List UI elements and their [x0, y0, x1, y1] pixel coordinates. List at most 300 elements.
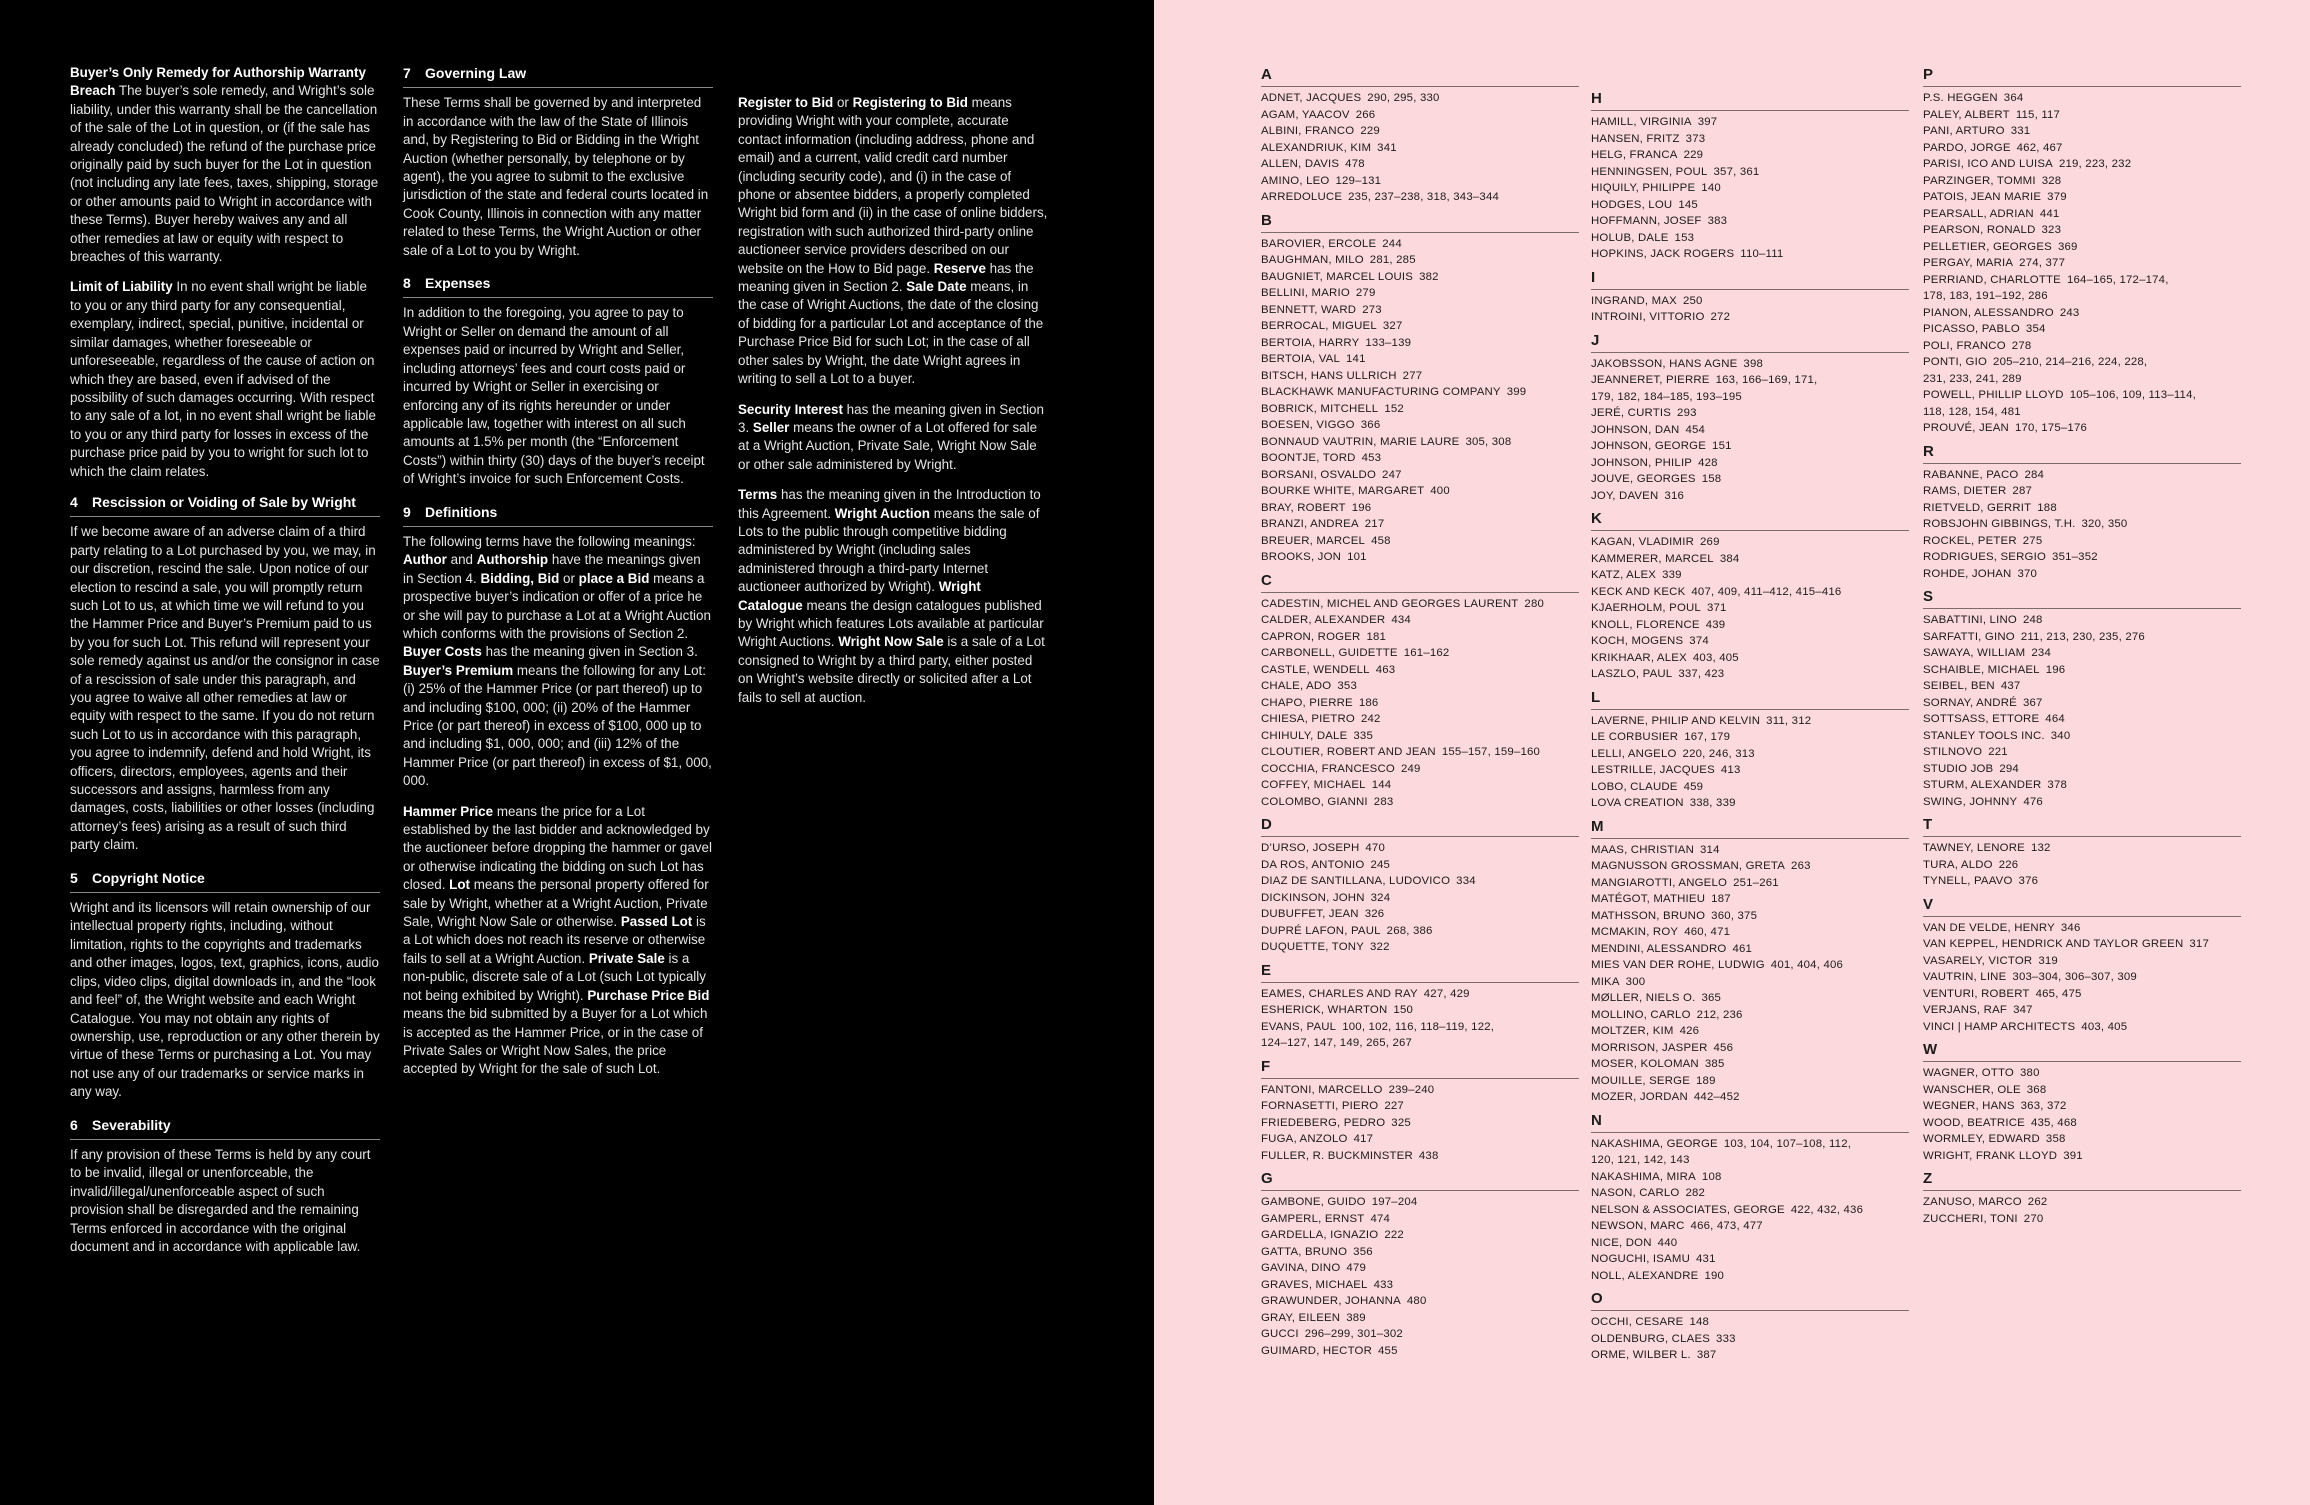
index-entry-name: BORSANI, OSVALDO — [1261, 468, 1377, 481]
term-passed-lot: Passed Lot — [620, 914, 693, 930]
index-entry-name: MATHSSON, BRUNO — [1591, 909, 1706, 922]
index-entry-name: 124–127, 147, 149, 265, 267 — [1261, 1037, 1413, 1049]
index-entry — [1923, 467, 2241, 484]
index-entry — [1923, 662, 2241, 679]
definition-text: is a sale of a Lot consigned to Wright by a third party, either posted on Wright’s website directly or solicited after a Lot fails to sell at auction. — [738, 634, 1045, 705]
index-entry — [1591, 633, 1909, 650]
index-entry-pages: 463 — [1375, 663, 1396, 676]
index-entry-pages: 247 — [1382, 468, 1402, 481]
index-entry — [1591, 389, 1909, 406]
section-title: Severability — [92, 1116, 171, 1133]
index-entry-pages: 141 — [1346, 353, 1366, 365]
index-entry-pages: 226 — [1998, 858, 2019, 871]
index-entry-pages: 368 — [2026, 1083, 2047, 1096]
index-letter-heading: G — [1261, 1168, 1579, 1191]
remedy-paragraph — [70, 64, 380, 266]
index-entry-pages: 326 — [1364, 908, 1385, 920]
index-entry-pages: 365 — [1701, 992, 1722, 1004]
index-group — [1261, 64, 1579, 206]
index-entry-name: FANTONI, MARCELLO — [1261, 1083, 1383, 1096]
term-terms: Terms — [738, 487, 778, 503]
index-entry-name: COLOMBO, GIANNI — [1261, 795, 1368, 808]
index-entry-pages: 346 — [2060, 921, 2081, 934]
index-entry — [1923, 173, 2241, 190]
index-entry-name: MAGNUSSON GROSSMAN, GRETA — [1591, 860, 1786, 872]
index-letter-heading: E — [1261, 960, 1579, 983]
index-entry-name: PONTI, GIO — [1923, 356, 1988, 368]
index-group — [1591, 88, 1909, 263]
index-entry-pages: 187 — [1711, 893, 1731, 905]
index-entry — [1923, 305, 2241, 322]
index-entry — [1923, 1211, 2241, 1228]
index-entry-name: ADNET, JACQUES — [1261, 92, 1362, 104]
designer-index-page — [1154, 0, 2310, 1505]
index-entry-pages: 442–452 — [1693, 1091, 1740, 1103]
index-entry — [1923, 1065, 2241, 1082]
term-registering-to-bid: Registering to Bid — [852, 95, 968, 110]
index-entry — [1923, 387, 2241, 404]
index-entry-pages: 270 — [2023, 1212, 2044, 1225]
index-entry-pages: 205–210, 214–216, 224, 228, — [1993, 356, 2148, 368]
definition-text: means the personal property offered for sale by Wright, whether at a Wright Auction, Private Sale, Wright Now Sale or otherwise. — [403, 877, 709, 930]
index-entry-pages: 357, 361 — [1713, 165, 1760, 178]
index-entry-pages: 327 — [1382, 320, 1403, 332]
index-entry — [1591, 1268, 1909, 1285]
index-entry-name: LOVA CREATION — [1591, 797, 1684, 809]
term-author: Author — [403, 552, 447, 568]
index-entry-name: WEGNER, HANS — [1923, 1100, 2015, 1112]
term-sale-date: Sale Date — [906, 279, 967, 295]
index-entry-name: BERROCAL, MIGUEL — [1261, 320, 1377, 332]
index-entry-pages: 369 — [2057, 240, 2078, 253]
index-entry-pages: 364 — [2003, 92, 2024, 104]
index-entry-pages: 476 — [2023, 795, 2043, 808]
index-entry-name: INTROINI, VITTORIO — [1591, 311, 1705, 323]
index-entry — [1591, 488, 1909, 505]
index-entry-name: CHAPO, PIERRE — [1261, 696, 1353, 709]
index-entry-pages: 413 — [1720, 764, 1741, 776]
index-entry-name: LELLI, ANGELO — [1591, 747, 1677, 760]
index-entry-name: STUDIO JOB — [1923, 762, 1994, 775]
index-entry-pages: 268, 386 — [1386, 924, 1433, 937]
index-entry-name: VERJANS, RAF — [1923, 1004, 2008, 1016]
index-group — [1923, 1039, 2241, 1164]
index-entry — [1591, 1152, 1909, 1169]
section-7-heading — [403, 64, 713, 88]
index-entry-pages: 279 — [1355, 287, 1376, 299]
index-entry — [1923, 483, 2241, 500]
index-entry-name: KAMMERER, MARCEL — [1591, 552, 1714, 565]
index-entry-name: STURM, ALEXANDER — [1923, 779, 2042, 791]
index-entry — [1923, 1019, 2241, 1036]
index-entry — [1261, 629, 1579, 646]
index-entry — [1923, 744, 2241, 761]
index-entry-name: FULLER, R. BUCKMINSTER — [1261, 1149, 1413, 1162]
index-entry-name: HAMILL, VIRGINIA — [1591, 116, 1692, 128]
index-entry-name: RIETVELD, GERRIT — [1923, 501, 2032, 514]
index-entry-name: LAVERNE, PHILIP AND KELVIN — [1591, 714, 1761, 727]
index-entry — [1261, 923, 1579, 940]
index-entry-name: ARREDOLUCE — [1261, 191, 1343, 203]
index-entry-pages: 428 — [1698, 456, 1718, 469]
index-entry-name: MOSER, KOLOMAN — [1591, 1058, 1699, 1070]
remedy-title: Buyer’s Only Remedy for Authorship Warranty Breach — [70, 65, 366, 99]
index-entry-pages: 400 — [1430, 485, 1450, 497]
index-entry-name: BONNAUD VAUTRIN, MARIE LAURE — [1261, 435, 1460, 448]
index-entry-name: BITSCH, HANS ULLRICH — [1261, 369, 1397, 382]
index-entry — [1923, 321, 2241, 338]
index-entry-name: RAMS, DIETER — [1923, 485, 2007, 497]
index-entry-name: PEARSON, RONALD — [1923, 224, 2036, 236]
term-buyer-costs: Buyer Costs — [403, 644, 482, 660]
index-entry-pages: 465, 475 — [2035, 987, 2082, 1000]
index-entry — [1261, 450, 1579, 467]
index-entry — [1923, 728, 2241, 745]
index-entry — [1923, 288, 2241, 305]
index-entry — [1591, 114, 1909, 131]
index-entry-name: EAMES, CHARLES AND RAY — [1261, 987, 1418, 1000]
index-entry-pages: 188 — [2037, 501, 2057, 514]
index-entry-name: P.S. HEGGEN — [1923, 92, 1998, 104]
index-entry-pages: 374 — [1689, 635, 1709, 647]
index-entry-name: MOLLINO, CARLO — [1591, 1008, 1691, 1021]
index-entry — [1923, 338, 2241, 355]
index-entry-name: BREUER, MARCEL — [1261, 534, 1366, 547]
index-entry — [1261, 1082, 1579, 1099]
index-letter-heading: A — [1261, 64, 1579, 87]
index-entry-name: PARZINGER, TOMMI — [1923, 174, 2036, 187]
index-entry — [1591, 147, 1909, 164]
index-entry — [1923, 1098, 2241, 1115]
index-column-1 — [1261, 64, 1579, 1363]
index-entry — [1261, 368, 1579, 385]
index-entry-name: INGRAND, MAX — [1591, 294, 1677, 307]
index-entry — [1261, 1211, 1579, 1228]
index-entry-name: MØLLER, NIELS O. — [1591, 992, 1696, 1004]
index-entry-pages: 300 — [1625, 975, 1646, 988]
index-entry-pages: 148 — [1689, 1316, 1710, 1328]
index-entry-pages: 186 — [1358, 696, 1379, 709]
index-entry-name: LOBO, CLAUDE — [1591, 780, 1678, 793]
index-entry — [1923, 1131, 2241, 1148]
index-entry — [1923, 123, 2241, 140]
index-entry-pages: 273 — [1362, 303, 1382, 316]
definitions-paragraph-2 — [403, 803, 713, 1079]
index-entry-pages: 227 — [1384, 1100, 1404, 1112]
index-entry-pages: 140 — [1701, 182, 1721, 194]
index-entry-pages: 435, 468 — [2030, 1116, 2077, 1129]
index-entry — [1591, 779, 1909, 796]
definition-text: is a non-public, discrete sale of a Lot (such Lot typically not being exhibited by Wright). — [403, 950, 706, 1003]
index-letter-heading: Z — [1923, 1168, 2241, 1191]
index-entry — [1591, 875, 1909, 892]
index-group — [1261, 814, 1579, 956]
section-4-heading — [70, 493, 380, 517]
section-title: Definitions — [425, 503, 498, 520]
index-entry-pages: 427, 429 — [1423, 987, 1470, 1000]
index-entry-pages: 458 — [1371, 534, 1391, 547]
index-entry — [1923, 873, 2241, 890]
index-entry-name: PIANON, ALESSANDRO — [1923, 306, 2054, 319]
index-entry-pages: 455 — [1378, 1344, 1398, 1357]
index-entry — [1261, 777, 1579, 794]
index-entry-name: BAROVIER, ERCOLE — [1261, 237, 1377, 250]
index-entry-name: 231, 233, 241, 289 — [1923, 372, 2022, 385]
index-entry-pages: 474 — [1370, 1212, 1391, 1225]
index-entry-pages: 244 — [1382, 237, 1402, 250]
index-entry-name: PERGAY, MARIA — [1923, 257, 2014, 269]
section-4-text: If we become aware of an adverse claim of a third party relating to a Lot purchased by you, we may, in our discretion, rescind the sale. Upon notice of our election to rescind a sale, you will promptly return such Lot to us, at which time we will refund to you the Hammer Price and Buyer’s Premium paid to us by you for such Lot. This refund will represent your sole remedy against us and/or the consignor in case of a rescission of sale under this paragraph, and you agree to waive all other remedies at law or equity with respect to the same. If you do not return such Lot to us in accordance with this paragraph, you agree to indemnify, defend and hold Wright, its officers, directors, employees, agents and their successors and assigns, harmless from any damages, costs, liabilities or other losses (including attorney’s fees) arising as a result of such third party claim. — [70, 524, 380, 853]
index-entry — [1923, 920, 2241, 937]
index-entry-pages: 277 — [1402, 369, 1423, 382]
index-entry-name: JOHNSON, GEORGE — [1591, 440, 1707, 452]
index-entry — [1261, 123, 1579, 140]
index-entry-pages: 293 — [1677, 407, 1697, 419]
index-entry-pages: 251–261 — [1733, 876, 1779, 889]
index-entry — [1591, 471, 1909, 488]
index-entry-name: BERTOIA, HARRY — [1261, 336, 1360, 349]
index-entry-name: BRAY, ROBERT — [1261, 501, 1346, 514]
index-entry — [1923, 255, 2241, 272]
index-group — [1591, 267, 1909, 326]
index-entry-pages: 275 — [2022, 534, 2043, 547]
index-entry-pages: 353 — [1337, 680, 1357, 692]
index-entry-pages: 437 — [2000, 680, 2021, 692]
index-entry — [1261, 549, 1579, 566]
index-entry-pages: 196 — [1351, 501, 1372, 514]
index-group — [1591, 816, 1909, 1106]
index-entry-name: HENNINGSEN, POUL — [1591, 165, 1708, 178]
index-entry-name: HELG, FRANCA — [1591, 149, 1678, 161]
index-entry — [1923, 222, 2241, 239]
index-entry-pages: 433 — [1373, 1278, 1394, 1291]
index-entry — [1591, 1089, 1909, 1106]
index-letter-heading: O — [1591, 1288, 1909, 1311]
index-entry-name: WRIGHT, FRANK LLOYD — [1923, 1149, 2058, 1162]
section-9-heading — [403, 503, 713, 527]
index-entry — [1923, 1002, 2241, 1019]
index-entry-name: MAAS, CHRISTIAN — [1591, 843, 1694, 856]
index-entry — [1261, 1260, 1579, 1277]
index-entry-pages: 167, 179 — [1684, 731, 1731, 743]
index-entry — [1261, 1035, 1579, 1052]
index-entry-pages: 380 — [2020, 1067, 2040, 1079]
index-entry — [1923, 1148, 2241, 1165]
index-entry — [1591, 1169, 1909, 1186]
index-entry-pages: 284 — [2024, 468, 2045, 481]
index-entry-pages: 197–204 — [1371, 1196, 1418, 1208]
index-letter-heading: D — [1261, 814, 1579, 837]
index-entry — [1591, 534, 1909, 551]
index-entry-name: JOY, DAVEN — [1591, 489, 1659, 502]
index-entry-name: HOFFMANN, JOSEF — [1591, 215, 1702, 227]
index-letter-heading: I — [1591, 267, 1909, 290]
index-entry — [1591, 1331, 1909, 1348]
index-group — [1591, 1288, 1909, 1364]
index-entry — [1923, 969, 2241, 986]
index-entry — [1261, 678, 1579, 695]
index-group — [1261, 1168, 1579, 1359]
index-entry — [1591, 584, 1909, 601]
index-entry — [1591, 1218, 1909, 1235]
index-entry — [1591, 842, 1909, 859]
index-letter-heading: W — [1923, 1039, 2241, 1062]
index-entry-name: HIQUILY, PHILIPPE — [1591, 182, 1696, 194]
index-entry-name: PATOIS, JEAN MARIE — [1923, 191, 2042, 203]
index-entry — [1591, 372, 1909, 389]
index-entry-pages: 266 — [1355, 108, 1376, 121]
index-entry-pages: 314 — [1700, 843, 1720, 856]
index-entry-name: NICE, DON — [1591, 1236, 1652, 1249]
term-reserve: Reserve — [933, 260, 986, 276]
index-entry-name: CHALE, ADO — [1261, 680, 1332, 692]
index-entry — [1591, 567, 1909, 584]
index-entry-pages: 263 — [1791, 860, 1811, 872]
index-entry-pages: 453 — [1361, 452, 1382, 464]
index-entry-pages: 426 — [1679, 1025, 1700, 1037]
index-entry-pages: 324 — [1370, 891, 1391, 904]
index-entry-name: TAWNEY, LENORE — [1923, 842, 2025, 854]
index-entry-name: FRIEDEBERG, PEDRO — [1261, 1116, 1386, 1129]
index-entry-pages: 100, 102, 116, 118–119, 122, — [1342, 1020, 1495, 1033]
index-entry — [1591, 762, 1909, 779]
index-entry — [1261, 761, 1579, 778]
index-entry-pages: 370 — [2017, 567, 2038, 580]
index-entry-name: MANGIAROTTI, ANGELO — [1591, 876, 1728, 889]
index-entry-pages: 150 — [1393, 1004, 1414, 1016]
index-entry-name: TYNELL, PAAVO — [1923, 875, 2013, 887]
definition-text: means providing Wright with your complete, accurate contact information (including address, phone and email) and a current, valid credit card number (including security code), and (i) in the case of phone or absentee bidders, a properly completed Wright bid form and (ii) in the case of online bidders, registration with such authorized third-party online auctioneer service providers described on our website on the How to Bid page. — [738, 95, 1048, 276]
index-entry-name: JAKOBSSON, HANS AGNE — [1591, 357, 1738, 370]
index-group — [1591, 1110, 1909, 1285]
index-entry-name: KRIKHAAR, ALEX — [1591, 651, 1687, 664]
index-entry-name: OLDENBURG, CLAES — [1591, 1332, 1711, 1345]
index-entry-name: BOBRICK, MITCHELL — [1261, 402, 1379, 415]
index-entry-name: GAMPERL, ERNST — [1261, 1212, 1365, 1225]
index-entry-pages: 460, 471 — [1684, 926, 1731, 938]
index-entry — [1261, 1098, 1579, 1115]
index-entry-pages: 269 — [1700, 536, 1720, 548]
index-entry — [1923, 645, 2241, 662]
index-entry-name: POWELL, PHILLIP LLOYD — [1923, 389, 2064, 401]
index-entry-name: D’URSO, JOSEPH — [1261, 842, 1360, 854]
index-entry-pages: 360, 375 — [1711, 909, 1758, 922]
index-entry-name: BOURKE WHITE, MARGARET — [1261, 485, 1425, 497]
index-entry-pages: 354 — [2025, 323, 2046, 335]
index-entry — [1261, 645, 1579, 662]
index-entry — [1923, 239, 2241, 256]
index-entry — [1591, 213, 1909, 230]
definition-text: has the meaning given in Section 3. — [738, 401, 1044, 435]
index-entry-pages: 152 — [1384, 402, 1404, 415]
index-entry — [1591, 1136, 1909, 1153]
index-entry — [1923, 777, 2241, 794]
index-entry-pages: 190 — [1704, 1269, 1725, 1282]
index-entry-name: COCCHIA, FRANCESCO — [1261, 762, 1395, 775]
index-entry — [1261, 728, 1579, 745]
index-entry-pages: 438 — [1418, 1149, 1439, 1162]
index-entry — [1261, 90, 1579, 107]
index-entry — [1923, 140, 2241, 157]
index-entry-pages: 196 — [2045, 663, 2066, 676]
index-entry-pages: 478 — [1345, 158, 1365, 170]
index-entry-name: WOOD, BEATRICE — [1923, 1116, 2025, 1129]
index-entry-name: WAGNER, OTTO — [1923, 1067, 2014, 1079]
index-entry-name: PEARSALL, ADRIAN — [1923, 207, 2034, 220]
index-entry-name: SOTTSASS, ETTORE — [1923, 713, 2040, 725]
index-entry-pages: 376 — [2018, 875, 2039, 887]
index-entry — [1261, 236, 1579, 253]
index-entry-name: NAKASHIMA, MIRA — [1591, 1170, 1696, 1183]
index-entry-pages: 382 — [1419, 270, 1439, 283]
index-entry-name: ALLEN, DAVIS — [1261, 158, 1340, 170]
index-entry — [1261, 794, 1579, 811]
definitions-paragraph-3 — [738, 94, 1048, 389]
index-entry-name: PARDO, JORGE — [1923, 141, 2011, 154]
index-group — [1923, 1168, 2241, 1227]
index-entry-pages: 305, 308 — [1465, 435, 1512, 448]
index-entry-name: PALEY, ALBERT — [1923, 108, 2010, 121]
section-8-heading — [403, 274, 713, 298]
index-group — [1923, 441, 2241, 583]
index-entry — [1591, 1235, 1909, 1252]
index-entry-pages: 417 — [1353, 1133, 1374, 1145]
index-entry-name: NEWSON, MARC — [1591, 1220, 1685, 1232]
index-entry-pages: 303–304, 306–307, 309 — [2012, 971, 2137, 983]
index-entry-name: MATÉGOT, MATHIEU — [1591, 893, 1706, 905]
index-entry-pages: 296–299, 301–302 — [1304, 1328, 1403, 1340]
index-entry-name: AGAM, YAACOV — [1261, 108, 1350, 121]
term-wright-auction: Wright Auction — [834, 505, 930, 521]
index-group — [1923, 586, 2241, 810]
index-entry-name: JOHNSON, PHILIP — [1591, 456, 1693, 469]
index-entry-name: MOLTZER, KIM — [1591, 1025, 1674, 1037]
index-entry-name: SORNAY, ANDRÉ — [1923, 696, 2017, 709]
index-entry — [1261, 1310, 1579, 1327]
index-entry — [1261, 890, 1579, 907]
index-entry-name: 120, 121, 142, 143 — [1591, 1154, 1690, 1166]
index-entry — [1591, 746, 1909, 763]
index-entry — [1591, 246, 1909, 263]
index-entry-name: ESHERICK, WHARTON — [1261, 1004, 1388, 1016]
index-entry-pages: 245 — [1370, 858, 1391, 871]
index-entry — [1923, 500, 2241, 517]
index-group — [1591, 508, 1909, 683]
index-entry-name: SCHAIBLE, MICHAEL — [1923, 663, 2040, 676]
index-entry-pages: 164–165, 172–174, — [2066, 273, 2169, 286]
index-entry-name: JEANNERET, PIERRE — [1591, 374, 1710, 386]
index-entry-name: SEIBEL, BEN — [1923, 680, 1995, 692]
index-entry-pages: 454 — [1685, 423, 1706, 436]
index-entry — [1261, 351, 1579, 368]
definition-text: means a prospective buyer’s indication or offer of a price he or she will pay to purchase a Lot at a Wright Auction which conforms with the provisions of Section 2. — [403, 570, 711, 641]
index-entry — [1923, 629, 2241, 646]
index-entry — [1591, 908, 1909, 925]
index-entry — [1923, 711, 2241, 728]
index-entry-pages: 459 — [1683, 780, 1704, 793]
index-group — [1923, 894, 2241, 1036]
index-entry-name: JERÉ, CURTIS — [1591, 407, 1672, 419]
index-entry — [1591, 957, 1909, 974]
index-entry — [1923, 516, 2241, 533]
index-entry-name: JOUVE, GEORGES — [1591, 473, 1696, 485]
index-entry-name: VINCI | HAMP ARCHITECTS — [1923, 1020, 2076, 1033]
index-entry-name: DICKINSON, JOHN — [1261, 891, 1365, 904]
index-entry — [1923, 156, 2241, 173]
index-entry — [1591, 990, 1909, 1007]
index-entry-name: HOLUB, DALE — [1591, 231, 1669, 244]
index-entry — [1591, 230, 1909, 247]
